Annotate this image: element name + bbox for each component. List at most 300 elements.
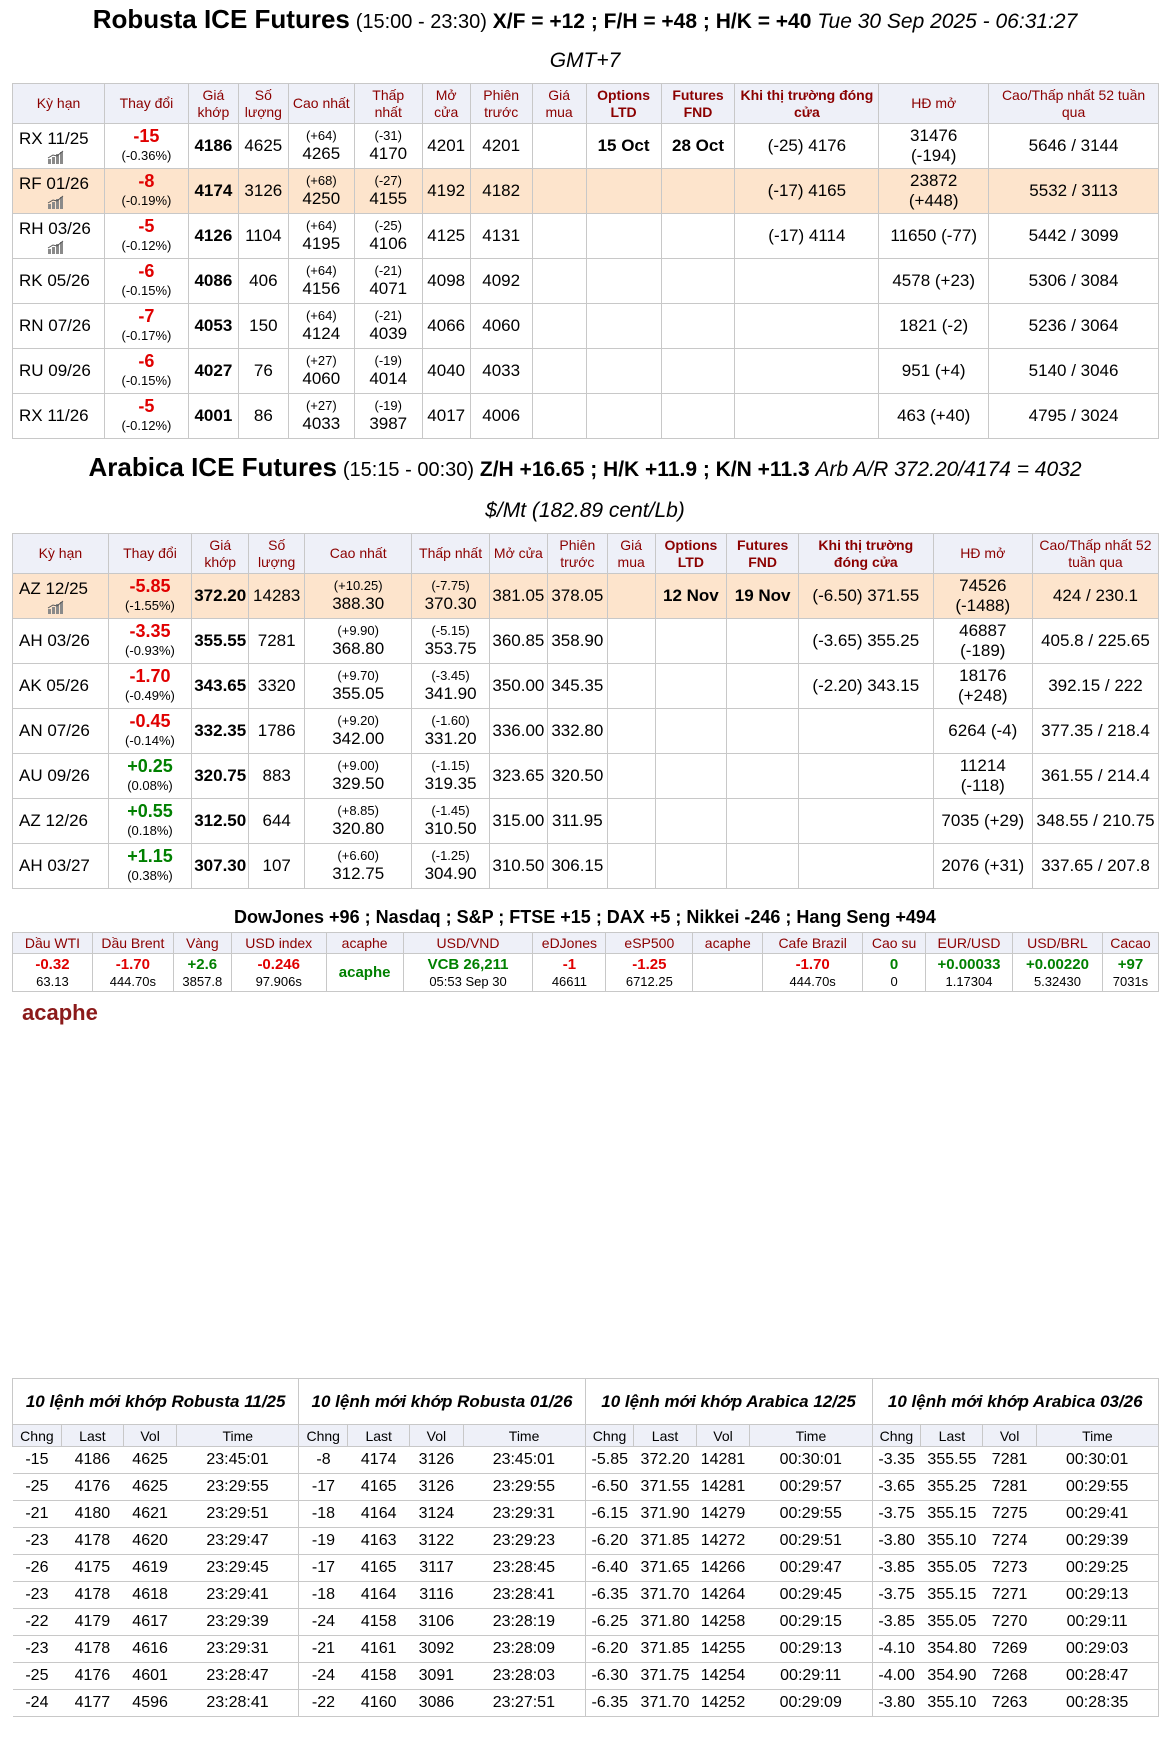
trade-row: [13, 1447, 1159, 1474]
trade-cell: 354.90: [921, 1663, 983, 1690]
bid-price: [532, 304, 586, 349]
options-ltd: [655, 754, 727, 799]
volume: 150: [238, 304, 288, 349]
contract-term[interactable]: [13, 754, 109, 799]
market-cell[interactable]: [231, 954, 326, 992]
open-price: 360.85: [489, 619, 547, 664]
high-cell: [288, 259, 354, 304]
contract-term[interactable]: [13, 349, 105, 394]
arabica-title-main: Arabica ICE Futures: [88, 452, 337, 482]
trade-cell: 23:28:45: [463, 1555, 585, 1582]
high-cell: [305, 574, 412, 619]
week52-range: 5442 / 3099: [989, 214, 1159, 259]
futures-fnd: [727, 844, 799, 889]
volume: 1786: [249, 709, 305, 754]
contract-row[interactable]: [13, 214, 1159, 259]
bid-price: [607, 574, 655, 619]
close-price: (-2.20) 343.15: [798, 664, 933, 709]
low-cell: [412, 574, 490, 619]
previous-price: 4182: [470, 169, 532, 214]
trade-cell: 4186: [61, 1447, 123, 1474]
trade-cell: 4158: [348, 1609, 410, 1636]
low-change: (-31): [374, 128, 402, 143]
last-price: 343.65: [192, 664, 249, 709]
high-change: (+64): [305, 308, 337, 323]
market-cell[interactable]: [1102, 954, 1158, 992]
arabica-title-arb2: [0, 492, 1170, 530]
contract-term-label: AZ 12/26: [19, 811, 88, 830]
futures-fnd: 28 Oct: [661, 124, 735, 169]
contract-term-label: RH 03/26: [19, 218, 91, 238]
market-name: Cacao: [1102, 933, 1158, 954]
trade-cell: 14266: [696, 1555, 750, 1582]
trade-cell: -3.75: [872, 1501, 921, 1528]
contract-row[interactable]: [13, 304, 1159, 349]
change-cell: [104, 214, 188, 259]
bid-price: [532, 214, 586, 259]
market-value: -1.70: [795, 955, 830, 973]
trade-row: [13, 1609, 1159, 1636]
trade-cell: -24: [299, 1663, 348, 1690]
market-cell[interactable]: [863, 954, 926, 992]
open-interest-change: (-194): [911, 146, 957, 165]
low-value: 331.20: [424, 729, 477, 748]
market-sub: 46611: [551, 973, 587, 989]
market-name: Dầu Brent: [92, 933, 173, 954]
close-price: (-25) 4176: [735, 124, 879, 169]
change-value: -8: [138, 171, 155, 191]
futures-fnd: [727, 754, 799, 799]
trade-cell: -6.40: [585, 1555, 634, 1582]
change-value: -5: [138, 396, 155, 416]
change-percent: (0.08%): [127, 778, 173, 793]
low-change: (-1.15): [431, 758, 470, 773]
high-value: 4195: [302, 234, 341, 253]
trade-cell: -24: [299, 1609, 348, 1636]
trade-cell: 4164: [348, 1501, 410, 1528]
trade-cell: 7274: [983, 1528, 1036, 1555]
week52-range: 392.15 / 222: [1032, 664, 1158, 709]
trade-cell: -4.10: [872, 1636, 921, 1663]
robusta-title-tz: [0, 42, 1170, 80]
change-percent: (-0.49%): [125, 688, 175, 703]
previous-price: 311.95: [547, 799, 607, 844]
contract-row[interactable]: [13, 664, 1159, 709]
trade-cell: 371.85: [634, 1528, 696, 1555]
change-percent: (-0.36%): [121, 148, 172, 163]
close-price: [798, 844, 933, 889]
column-header: Phiên trước: [547, 534, 607, 574]
trade-cell: -22: [13, 1609, 62, 1636]
contract-term[interactable]: [13, 394, 105, 439]
trade-cell: 23:28:19: [463, 1609, 585, 1636]
change-percent: (-0.12%): [121, 238, 172, 253]
volume: 76: [238, 349, 288, 394]
close-price: [735, 394, 879, 439]
previous-price: 4033: [470, 349, 532, 394]
week52-range: 361.55 / 214.4: [1032, 754, 1158, 799]
chart-icon[interactable]: [47, 600, 65, 614]
column-header: HĐ mở: [933, 534, 1032, 574]
futures-fnd: [661, 214, 735, 259]
trade-column-header: Time: [750, 1425, 872, 1447]
column-header: Cao nhất: [305, 534, 412, 574]
column-header: Số lượng: [238, 84, 288, 124]
contract-row[interactable]: [13, 394, 1159, 439]
trade-cell: 00:29:51: [750, 1528, 872, 1555]
contract-row[interactable]: [13, 349, 1159, 394]
market-sub: 63.13: [36, 973, 69, 989]
contract-term-label: RX 11/25: [19, 128, 89, 148]
bid-price: [607, 844, 655, 889]
previous-price: 320.50: [547, 754, 607, 799]
chart-icon[interactable]: [47, 195, 65, 209]
market-value: acaphe: [338, 964, 391, 981]
week52-range: 337.65 / 207.8: [1032, 844, 1158, 889]
futures-fnd: [727, 664, 799, 709]
high-change: (+9.20): [337, 713, 379, 728]
high-value: 4156: [302, 279, 341, 298]
change-cell: [104, 259, 188, 304]
low-value: 370.30: [424, 594, 477, 613]
market-cell[interactable]: [403, 954, 533, 992]
contract-term[interactable]: [13, 169, 105, 214]
trade-cell: 00:29:57: [750, 1474, 872, 1501]
futures-fnd: [661, 259, 735, 304]
contract-term-label: RF 01/26: [19, 173, 89, 193]
market-cell[interactable]: [13, 954, 93, 992]
trade-cell: 7269: [983, 1636, 1036, 1663]
trade-cell: 4179: [61, 1609, 123, 1636]
low-change: (-5.15): [431, 623, 470, 638]
change-value: -6: [138, 261, 155, 281]
trade-cell: -17: [299, 1555, 348, 1582]
chart-icon[interactable]: [47, 150, 65, 164]
contract-row[interactable]: [13, 259, 1159, 304]
change-percent: (-0.93%): [125, 643, 175, 658]
low-value: 4170: [369, 144, 408, 163]
trade-cell: -4.00: [872, 1663, 921, 1690]
change-cell: [104, 394, 188, 439]
contract-term[interactable]: [13, 574, 109, 619]
market-cell[interactable]: [693, 954, 763, 992]
futures-fnd: [727, 619, 799, 664]
market-cell[interactable]: [92, 954, 173, 992]
low-cell: [412, 619, 490, 664]
close-price: (-17) 4114: [735, 214, 879, 259]
trade-cell: -6.35: [585, 1582, 634, 1609]
previous-price: 4060: [470, 304, 532, 349]
market-cell[interactable]: [173, 954, 231, 992]
low-value: 353.75: [424, 639, 477, 658]
trade-cell: 00:29:11: [750, 1663, 872, 1690]
market-value: -0.32: [35, 955, 70, 973]
contract-term[interactable]: [13, 259, 105, 304]
trade-cell: -6.15: [585, 1501, 634, 1528]
trade-cell: 23:29:55: [463, 1474, 585, 1501]
trade-cell: 14272: [696, 1528, 750, 1555]
contract-term[interactable]: [13, 124, 105, 169]
open-interest: [879, 394, 989, 439]
open-interest-change: (+448): [908, 191, 959, 210]
trade-cell: 00:29:15: [750, 1609, 872, 1636]
open-interest-value: 4578 (+23): [892, 271, 976, 290]
last-price: 4086: [188, 259, 238, 304]
market-cell[interactable]: [533, 954, 606, 992]
change-cell: [104, 169, 188, 214]
contract-term-label: AK 05/26: [19, 676, 89, 695]
low-change: (-1.60): [431, 713, 470, 728]
change-cell: [108, 754, 192, 799]
open-interest: [933, 709, 1032, 754]
contract-term[interactable]: [13, 799, 109, 844]
market-cell[interactable]: [326, 954, 403, 992]
high-value: 4033: [302, 414, 341, 433]
trade-cell: 00:29:13: [750, 1636, 872, 1663]
close-price: [735, 304, 879, 349]
contract-row[interactable]: [13, 799, 1159, 844]
change-cell: [108, 619, 192, 664]
contract-term-label: AN 07/26: [19, 721, 90, 740]
trade-cell: 3117: [410, 1555, 463, 1582]
market-name: Dầu WTI: [13, 933, 93, 954]
change-percent: (0.18%): [127, 823, 173, 838]
trade-cell: -3.65: [872, 1474, 921, 1501]
low-cell: [412, 754, 490, 799]
trade-cell: 14254: [696, 1663, 750, 1690]
market-cell[interactable]: [763, 954, 863, 992]
change-value: -5.85: [129, 576, 171, 596]
high-value: 368.80: [332, 639, 385, 658]
column-header: Kỳ hạn: [13, 534, 109, 574]
trade-column-header: Last: [921, 1425, 983, 1447]
open-interest: [933, 799, 1032, 844]
change-percent: (-0.12%): [121, 418, 172, 433]
open-interest-value: 463 (+40): [897, 406, 971, 425]
trade-cell: 14252: [696, 1690, 750, 1717]
market-cell[interactable]: [606, 954, 693, 992]
trade-cell: 7281: [983, 1474, 1036, 1501]
trade-cell: 4174: [348, 1447, 410, 1474]
trade-cell: 23:29:47: [177, 1528, 299, 1555]
last-price: 4186: [188, 124, 238, 169]
contract-term-label: RX 11/26: [19, 406, 89, 425]
trade-cell: 355.10: [921, 1690, 983, 1717]
contract-row[interactable]: [13, 169, 1159, 214]
markets-table: [12, 932, 1159, 992]
market-sub: 444.70s: [789, 973, 836, 989]
trade-cell: 4619: [123, 1555, 176, 1582]
futures-fnd: [727, 799, 799, 844]
contract-term[interactable]: [13, 214, 105, 259]
column-header: Futures FND: [727, 534, 799, 574]
trade-cell: -26: [13, 1555, 62, 1582]
contract-row[interactable]: [13, 124, 1159, 169]
change-percent: (-0.17%): [121, 328, 172, 343]
market-sub: 1.17304: [945, 973, 993, 989]
trade-cell: -21: [13, 1501, 62, 1528]
trade-cell: 00:30:01: [1036, 1447, 1158, 1474]
trade-cell: 4601: [123, 1663, 176, 1690]
contract-row[interactable]: [13, 709, 1159, 754]
options-ltd: 15 Oct: [586, 124, 661, 169]
low-change: (-7.75): [431, 578, 470, 593]
volume: 3320: [249, 664, 305, 709]
last-price: 372.20: [192, 574, 249, 619]
options-ltd: [586, 394, 661, 439]
trade-cell: 00:29:47: [750, 1555, 872, 1582]
trade-cell: -17: [299, 1474, 348, 1501]
market-sub: 0: [890, 973, 898, 989]
open-interest: [879, 214, 989, 259]
volume: 86: [238, 394, 288, 439]
arabica-title: [0, 448, 1170, 489]
trade-column-header: Time: [463, 1425, 585, 1447]
options-ltd: [655, 799, 727, 844]
trade-column-header: Chng: [585, 1425, 634, 1447]
previous-price: 4006: [470, 394, 532, 439]
trade-cell: 3106: [410, 1609, 463, 1636]
close-price: [735, 259, 879, 304]
trade-cell: -25: [13, 1663, 62, 1690]
change-cell: [108, 664, 192, 709]
close-price: [798, 709, 933, 754]
high-value: 355.05: [332, 684, 385, 703]
trade-cell: -18: [299, 1501, 348, 1528]
open-interest-change: (-118): [960, 776, 1005, 795]
trade-cell: 4620: [123, 1528, 176, 1555]
trade-cell: -18: [299, 1582, 348, 1609]
trade-cell: 23:28:03: [463, 1663, 585, 1690]
contract-term[interactable]: [13, 844, 109, 889]
market-name: acaphe: [693, 933, 763, 954]
market-value: -1.25: [632, 955, 667, 973]
options-ltd: [655, 619, 727, 664]
open-price: 4017: [422, 394, 470, 439]
last-price: 312.50: [192, 799, 249, 844]
trade-cell: 3086: [410, 1690, 463, 1717]
contract-term[interactable]: [13, 709, 109, 754]
volume: 14283: [249, 574, 305, 619]
low-cell: [412, 799, 490, 844]
contract-row[interactable]: [13, 844, 1159, 889]
low-change: (-21): [374, 308, 402, 323]
trade-row: [13, 1555, 1159, 1582]
trade-column-header: Vol: [123, 1425, 176, 1447]
trade-cell: 371.90: [634, 1501, 696, 1528]
contract-term-label: RN 07/26: [19, 316, 91, 335]
trade-cell: 00:29:45: [750, 1582, 872, 1609]
week52-range: 5646 / 3144: [989, 124, 1159, 169]
close-price: [735, 349, 879, 394]
high-cell: [305, 799, 412, 844]
bid-price: [532, 259, 586, 304]
market-sub: 6712.25: [625, 973, 673, 989]
bid-price: [607, 754, 655, 799]
trade-cell: 23:29:45: [177, 1555, 299, 1582]
trade-column-header: Last: [634, 1425, 696, 1447]
trade-cell: 14281: [696, 1447, 750, 1474]
arabica-title-hours: (15:15 - 00:30): [342, 459, 475, 481]
market-sub: 05:53 Sep 30: [429, 973, 507, 989]
column-header: Số lượng: [249, 534, 305, 574]
volume: 644: [249, 799, 305, 844]
market-cell[interactable]: [926, 954, 1013, 992]
volume: 7281: [249, 619, 305, 664]
trade-cell: 4180: [61, 1501, 123, 1528]
trade-cell: 4176: [61, 1663, 123, 1690]
high-value: 4250: [302, 189, 341, 208]
contract-term[interactable]: [13, 664, 109, 709]
high-value: 388.30: [332, 594, 385, 613]
acaphe-logo[interactable]: acaphe: [22, 1000, 98, 1025]
trade-cell: 3116: [410, 1582, 463, 1609]
open-price: 4192: [422, 169, 470, 214]
bid-price: [532, 349, 586, 394]
contract-row[interactable]: [13, 574, 1159, 619]
market-sub: 5.32430: [1033, 973, 1081, 989]
open-interest: [879, 169, 989, 214]
change-cell: [108, 799, 192, 844]
bid-price: [607, 619, 655, 664]
robusta-title-spreads: X/F = +12 ; F/H = +48 ; H/K = +40: [492, 10, 812, 33]
chart-icon[interactable]: [47, 240, 65, 254]
trade-cell: 355.05: [921, 1609, 983, 1636]
trade-cell: -6.20: [585, 1636, 634, 1663]
trade-cell: 00:29:55: [1036, 1474, 1158, 1501]
contract-row[interactable]: [13, 619, 1159, 664]
previous-price: 332.80: [547, 709, 607, 754]
contract-term[interactable]: [13, 619, 109, 664]
market-cell[interactable]: [1012, 954, 1102, 992]
trade-cell: 23:28:47: [177, 1663, 299, 1690]
trade-cell: -6.50: [585, 1474, 634, 1501]
high-change: (+27): [305, 398, 337, 413]
low-cell: [354, 304, 422, 349]
week52-range: 4795 / 3024: [989, 394, 1159, 439]
bid-price: [532, 394, 586, 439]
trade-cell: 23:29:39: [177, 1609, 299, 1636]
robusta-title-hours: (15:00 - 23:30): [355, 11, 487, 33]
column-header: Thấp nhất: [354, 84, 422, 124]
options-ltd: [655, 844, 727, 889]
column-header: Giá khớp: [188, 84, 238, 124]
contract-row[interactable]: [13, 754, 1159, 799]
trade-cell: -3.75: [872, 1582, 921, 1609]
trade-cell: -23: [13, 1636, 62, 1663]
low-value: 4071: [369, 279, 408, 298]
trade-cell: 4617: [123, 1609, 176, 1636]
trade-cell: 23:45:01: [177, 1447, 299, 1474]
open-price: 4201: [422, 124, 470, 169]
change-cell: [108, 574, 192, 619]
low-value: 4106: [369, 234, 408, 253]
trade-cell: -15: [13, 1447, 62, 1474]
trade-column-header: Last: [61, 1425, 123, 1447]
open-interest: [933, 574, 1032, 619]
open-interest-value: 74526: [959, 576, 1007, 595]
change-value: -7: [138, 306, 155, 326]
futures-fnd: [661, 304, 735, 349]
trade-cell: -3.85: [872, 1609, 921, 1636]
open-price: 323.65: [489, 754, 547, 799]
high-change: (+68): [305, 173, 337, 188]
contract-term-label: AH 03/27: [19, 856, 90, 875]
open-interest: [879, 304, 989, 349]
contract-term[interactable]: [13, 304, 105, 349]
trade-cell: 23:29:41: [177, 1582, 299, 1609]
open-price: 315.00: [489, 799, 547, 844]
